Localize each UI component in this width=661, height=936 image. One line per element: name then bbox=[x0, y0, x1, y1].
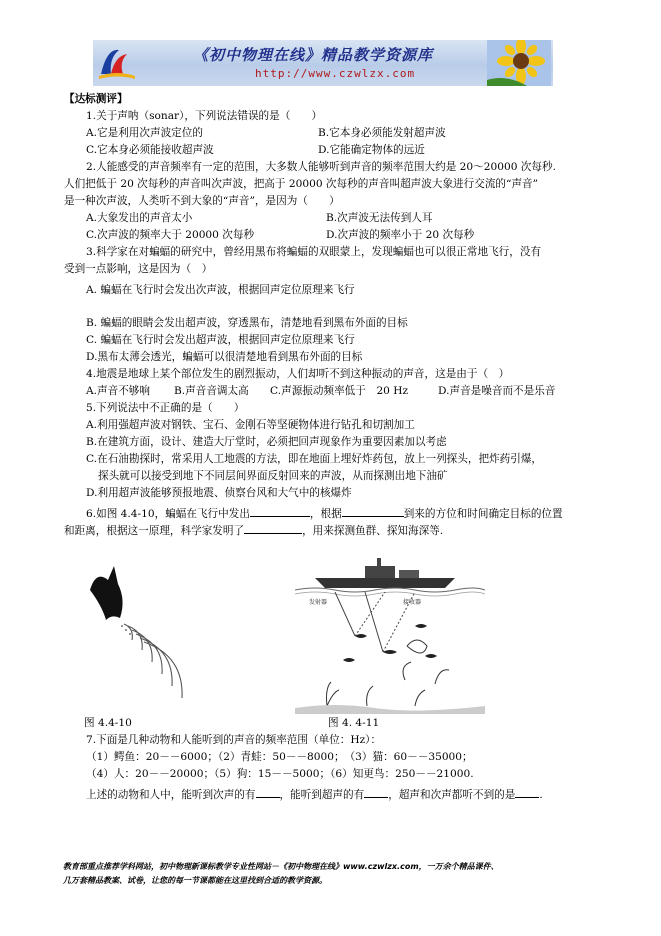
q6-blank-3[interactable] bbox=[244, 522, 302, 534]
q6-text-1: 6.如图 4.4-10，蝙蝠在飞行中发出 bbox=[86, 508, 250, 520]
q6-text-4: 和距离，根据这一原理，科学家发明了 bbox=[64, 525, 245, 537]
figure-caption-4-4-11: 图 4. 4-11 bbox=[328, 717, 380, 729]
banner-title: 《初中物理在线》精品教学资源库 bbox=[193, 46, 434, 64]
q2-line2: 人们把低于 20 次每秒的声音叫次声波，把高于 20000 次每秒的声音叫超声波大象进行交流的“声音” bbox=[64, 178, 539, 190]
q1-option-b: B.它本身必须能发射超声波 bbox=[318, 127, 446, 139]
q2-line1: 2.人能感受的声音频率有一定的范围，大多数人能够听到声音的频率范围大约是 20～20000 次每秒. bbox=[86, 161, 556, 173]
q7-line3 bbox=[86, 786, 543, 802]
q5-option-b: B.在建筑方面，设计、建造大厅堂时，必须把回声现象作为重要因素加以考虑 bbox=[86, 436, 447, 448]
q1-stem: 1.关于声呐（sonar），下列说法错误的是（ ） bbox=[86, 110, 323, 122]
q7-text-3: ，超声和次声都听不到的是 bbox=[388, 789, 516, 801]
q4-option-d: D.声音是噪音而不是乐音 bbox=[438, 385, 556, 397]
figure-caption-4-4-10: 图 4.4-10 bbox=[84, 717, 132, 729]
q4-option-a: A.声音不够响 bbox=[86, 385, 150, 397]
banner-url[interactable]: http://www.czwlzx.com bbox=[255, 67, 416, 80]
q7-stem: 7.下面是几种动物和人能听到的声音的频率范围（单位：Hz）： bbox=[86, 734, 382, 746]
q7-line2: （4）人：20－－20000；（5）狗：15－－5000；（6）知更鸟：250－－21000. bbox=[86, 768, 474, 780]
q3-option-d: D.黑布太薄会透光，蝙蝠可以很清楚地看到黑布外面的目标 bbox=[86, 351, 363, 363]
q2-option-a: A.大象发出的声音太小 bbox=[86, 212, 193, 224]
q6-line1 bbox=[86, 505, 563, 521]
bat-figure bbox=[80, 560, 200, 710]
q3-line1: 3.科学家在对蝙蝠的研究中，曾经用黑布将蝙蝠的双眼蒙上，发现蝙蝠也可以很正常地飞行，没有 bbox=[86, 246, 542, 258]
section-heading: 【达标测评】 bbox=[64, 93, 128, 105]
q2-option-c: C.次声波的频率大于 20000 次每秒 bbox=[86, 229, 255, 241]
q6-text-5: ，用来探测鱼群、探知海深等. bbox=[302, 525, 444, 537]
emitter-label: 发射器 bbox=[309, 599, 328, 606]
q6-text-3: 到来的方位和时间确定目标的位置 bbox=[403, 508, 563, 520]
q7-blank-2[interactable] bbox=[364, 786, 388, 798]
q4-option-c: C.声源振动频率低于 20 Hz bbox=[270, 385, 409, 397]
sonar-ship-figure bbox=[295, 556, 485, 714]
q5-option-c-line2: 探头就可以接受到地下不同层间界面反射回来的声波，从而探测出地下油矿 bbox=[98, 470, 448, 482]
q6-text-2: ，根据 bbox=[309, 508, 342, 520]
q3-option-a: A. 蝙蝠在飞行时会发出次声波，根据回声定位原理来飞行 bbox=[86, 284, 355, 296]
q6-blank-1[interactable] bbox=[250, 505, 310, 517]
sunflower-icon bbox=[487, 40, 551, 86]
q7-text-2: ，能听到超声的有 bbox=[279, 789, 365, 801]
q4-option-b: B.声音音调太高 bbox=[174, 385, 249, 397]
q3-line2: 受到一点影响，这是因为（ ） bbox=[64, 263, 213, 275]
q7-blank-3[interactable] bbox=[515, 786, 539, 798]
q5-stem: 5.下列说法中不正确的是（ ） bbox=[86, 402, 245, 414]
receiver-label: 接收器 bbox=[403, 599, 422, 606]
q1-option-d: D.它能确定物体的远近 bbox=[318, 144, 425, 156]
q7-text-4: . bbox=[539, 789, 543, 801]
q7-text-1: 上述的动物和人中，能听到次声的有 bbox=[86, 789, 256, 801]
q2-line3: 是一种次声波，人类听不到大象的“声音”，是因为（ ） bbox=[64, 195, 340, 207]
q1-option-c: C.它本身必须能接收超声波 bbox=[86, 144, 214, 156]
q7-line1: （1）鳄鱼：20－－6000；（2）青蛙：50－－8000； （3）猫：60－－35000； bbox=[86, 751, 473, 763]
q7-blank-1[interactable] bbox=[256, 786, 280, 798]
q6-line2 bbox=[64, 522, 443, 538]
q3-option-b: B. 蝙蝠的眼睛会发出超声波，穿透黑布，清楚地看到黑布外面的目标 bbox=[86, 317, 408, 329]
q1-option-a: A.它是利用次声波定位的 bbox=[86, 127, 203, 139]
footer-line-2: 几万套精品教案、试卷，让您的每一节课都能在这里找到合适的教学资源。 bbox=[63, 876, 327, 885]
site-logo-icon bbox=[97, 44, 137, 82]
q5-option-d: D.利用超声波能够预报地震、侦察台风和大气中的核爆炸 bbox=[86, 487, 352, 499]
q5-option-c-line1: C.在石油勘探时，常采用人工地震的方法，即在地面上埋好炸药包，放上一列探头，把炸药引爆， bbox=[86, 453, 543, 465]
site-banner bbox=[93, 40, 553, 86]
page-footer bbox=[63, 860, 603, 888]
q4-stem: 4.地震是地球上某个部位发生的剧烈振动，人们却听不到这种振动的声音，这是由于（ ） bbox=[86, 368, 510, 380]
q5-option-a: A.利用强超声波对钢铁、宝石、金刚石等坚硬物体进行钻孔和切割加工 bbox=[86, 419, 415, 431]
footer-line-1: 教育部重点推荐学科网站，初中物理新课标教学专业性网站－《初中物理在线》www.czwlzx.com，一万余个精品课件、 bbox=[63, 862, 499, 871]
q2-option-b: B.次声波无法传到人耳 bbox=[326, 212, 433, 224]
q2-option-d: D.次声波的频率小于 20 次每秒 bbox=[326, 229, 475, 241]
q3-option-c: C. 蝙蝠在飞行时会发出超声波，根据回声定位原理来飞行 bbox=[86, 334, 355, 346]
q6-blank-2[interactable] bbox=[342, 505, 404, 517]
